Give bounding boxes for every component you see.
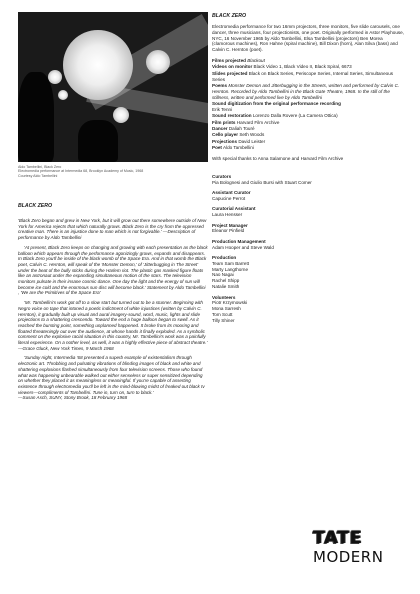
caption-line: Electromedia performance at Intermedia 68, Brooklyn Academy of Music, 1968 [18, 169, 144, 174]
left-section-title: BLACK ZERO [18, 203, 53, 209]
credit-item [212, 58, 404, 64]
staff-name: Marty Langthorne [212, 266, 249, 272]
logo-modern-text: MODERN [313, 548, 384, 566]
credit-item [212, 145, 404, 151]
credit-label: Videos on monitor [212, 64, 253, 70]
staff-group [212, 206, 402, 218]
credit-label: Films projected [212, 58, 246, 64]
credit-value: David Leister [238, 138, 266, 144]
staff-group [212, 255, 402, 290]
special-thanks: With special thanks to Anna Salamone and Harvard Film Archive [212, 155, 344, 161]
credit-value: Lorenzo Dalla Rovere (La Camera Ottica) [252, 113, 338, 119]
staff-name: Tilly Shiner [212, 317, 235, 323]
credit-label: Film prints [212, 119, 236, 125]
credits-list [212, 58, 404, 151]
staff-list [212, 174, 402, 328]
credit-value: Harvard Film Archive [236, 119, 280, 125]
left-quotes [18, 218, 208, 401]
credit-item [212, 64, 404, 70]
right-column [212, 14, 404, 162]
quote-paragraph: 'Black Zero began and grew in New York, but it will grow out there somewhere outside of New York for America rejects that which naturally grows. Black Zero is the cry from the oppressed creative man. There is an injustice done to man which is not forgivable.' —Description of performance by Aldo Tambellini [18, 218, 207, 241]
staff-name: Pia Bolognesi and Giulio Bursi with Stuart Comer [212, 179, 312, 185]
credit-item [212, 113, 404, 119]
caption-line: Courtesy Aldo Tambellini [18, 173, 58, 178]
performance-intro: Electromedia performance for two 16mm projectors, three monitors, five slide carousels, one dancer, three musicians, four projectionists, one poet. Originally performed in Astor Playhouse, NYC, 16 November 1965 by Aldo Tambellini, Elsa Tambellini (projectors) Ben Morea (clamorous machines), Ron Hahne (spiral machine), Bill Dixon (horn), Alan Silva (bass) and Calvin C. Hernton (poet). [212, 23, 405, 53]
credit-label: Projections [212, 138, 238, 144]
staff-name: Natalie Smith [212, 284, 240, 290]
credit-value: Daliah Touré [228, 125, 255, 131]
staff-role: Production Management [212, 238, 266, 244]
logo-tate-text: TATE [313, 528, 363, 548]
staff-group [212, 190, 402, 202]
credit-item [212, 132, 404, 138]
staff-group [212, 239, 402, 251]
staff-role: Assistant Curator [212, 190, 251, 196]
credit-label: Poet [212, 144, 222, 150]
staff-name: Laura Hensser [212, 212, 243, 218]
staff-group [212, 223, 402, 235]
credit-label: Slides projected [212, 70, 248, 76]
quote-paragraph: 'At present, Black Zero keeps on changing and growing with each presentation as the black balloon which appears through the performance agonizingly grows, expands and disappears. In Black Zero you'll be inside of the black womb of the Space Era. And in that womb the Black poet, Calvin C. Hernton, will speak of the 'Monster Demon,' of 'Jitterbugging in The Street' under the beat of the bully sticks during the Harlem riot. The plastic gas masked figure floats like an astronaut under the expanding simultaneous motion of the stars. The television monitors pulsate in their insane cosmic dance. One day the light and the energy of sun will become ice cold and the enormous sun disc will become black.' Statement by Aldo Tambellini , 'We are the Primitives of the Space Era' [18, 244, 208, 296]
staff-name: Tom Scutt [212, 312, 233, 318]
credit-value: Monster Demon and Jitterbugging in the Streets, written and performed by Calvin C. Hernton. Recorded by Aldo Tambellini in the Black Gate Theatre, 1968. In the still of the stillness, written and performed live by Aldo Tambellini [212, 82, 400, 100]
credit-label: Cello player [212, 132, 239, 138]
staff-role: Volunteers [212, 294, 236, 300]
staff-name: Capucine Perrot [212, 196, 246, 202]
staff-name: Adam Hooper and Steve Wald [212, 244, 274, 250]
credit-item [212, 71, 404, 83]
credit-value: Black Video 1, Black Video II, Black Spiral, 6673 [253, 64, 352, 70]
credit-value: Black on Black Series, Periscope Series, Internal Series, Simultaneous Series [212, 70, 394, 82]
quote-paragraph: 'Sunday night, Intermedia '68 presented a superb example of existentialism through electronic art. Throbbing and pulsating vibrations of blinding images of black and white and shattering explosions flashed simultaneously from four television screens. Those who found what was happening unbearable walked out either senseless or super sensitized depending on whether they placed it as meaningless or meaningful. If you're capable of asserting existence through electromedia you'll be left in the mind-blowing midst of freaked out black tv viewers—compliments of Tambellini. Tune in, turn on, turn to black.' [18, 355, 205, 395]
staff-name: Team Sam Barrett [212, 260, 250, 266]
credit-item [212, 83, 404, 101]
staff-name: Eleanor Pinfield [212, 228, 245, 234]
credit-value: Erik Tenni [212, 106, 233, 112]
staff-role: Curatorial Assistant [212, 206, 256, 212]
staff-group [212, 174, 402, 186]
credit-value: Aldo Tambellini [223, 144, 254, 150]
staff-role: Project Manager [212, 222, 248, 228]
staff-name: Mona Sarresh [212, 306, 241, 312]
staff-name: Nao Nagai [212, 272, 234, 278]
staff-role: Production [212, 254, 237, 260]
staff-name: Piotr Krzymowski [212, 300, 248, 306]
credit-item [212, 120, 404, 126]
credit-label: Dancer [212, 125, 228, 131]
quote-attribution: —Susan Asch, SUNY, Stony Brook, 18 February 1968 [18, 395, 128, 401]
credit-value: Blackout [247, 58, 265, 64]
credit-item [212, 139, 404, 145]
credit-item [212, 126, 404, 132]
credit-label: Sound restoration [212, 113, 252, 119]
right-section-title: BLACK ZERO [212, 13, 247, 19]
tate-modern-logo [305, 528, 385, 572]
caption-line: Aldo Tambellini, Black Zero [18, 165, 62, 169]
credit-label: Sound digitization from the original performance recording [212, 100, 341, 106]
credit-label: Poems [212, 82, 228, 88]
staff-name: Rachel Shipp [212, 278, 240, 284]
credit-item [212, 101, 404, 113]
staff-role: Curators [212, 174, 232, 179]
credit-value: Seth Woods [239, 132, 265, 138]
performance-photo [18, 12, 208, 162]
staff-group [212, 295, 402, 324]
quote-paragraph: 'Mr. Tambellini's work got off to a slow start but turned out to be a stunner. Beginning with Negro voice on tape that intoned a poetic indictment of white injustices (written by Calvin C. Hernton), it gradually built up visual and aural imagery-sound, word, music, lights and slide projections to a shattering crescendo. Toward the end a huge balloon began to swell. As it reached the bursting point, something unplanned happened. It broke from its mooring and floated threateningly out over the audience, at whose hands it finally exploded. As a symbolic comment on the explosive racial situation in this country, Mr. Tambellini's work was a painfully literal experience. On a nother level, as well, it was a highly effective piece of abstract theatre.' —Grace Gluck, New York Times, 9 March 1968 [18, 300, 208, 351]
photo-caption [18, 165, 213, 178]
